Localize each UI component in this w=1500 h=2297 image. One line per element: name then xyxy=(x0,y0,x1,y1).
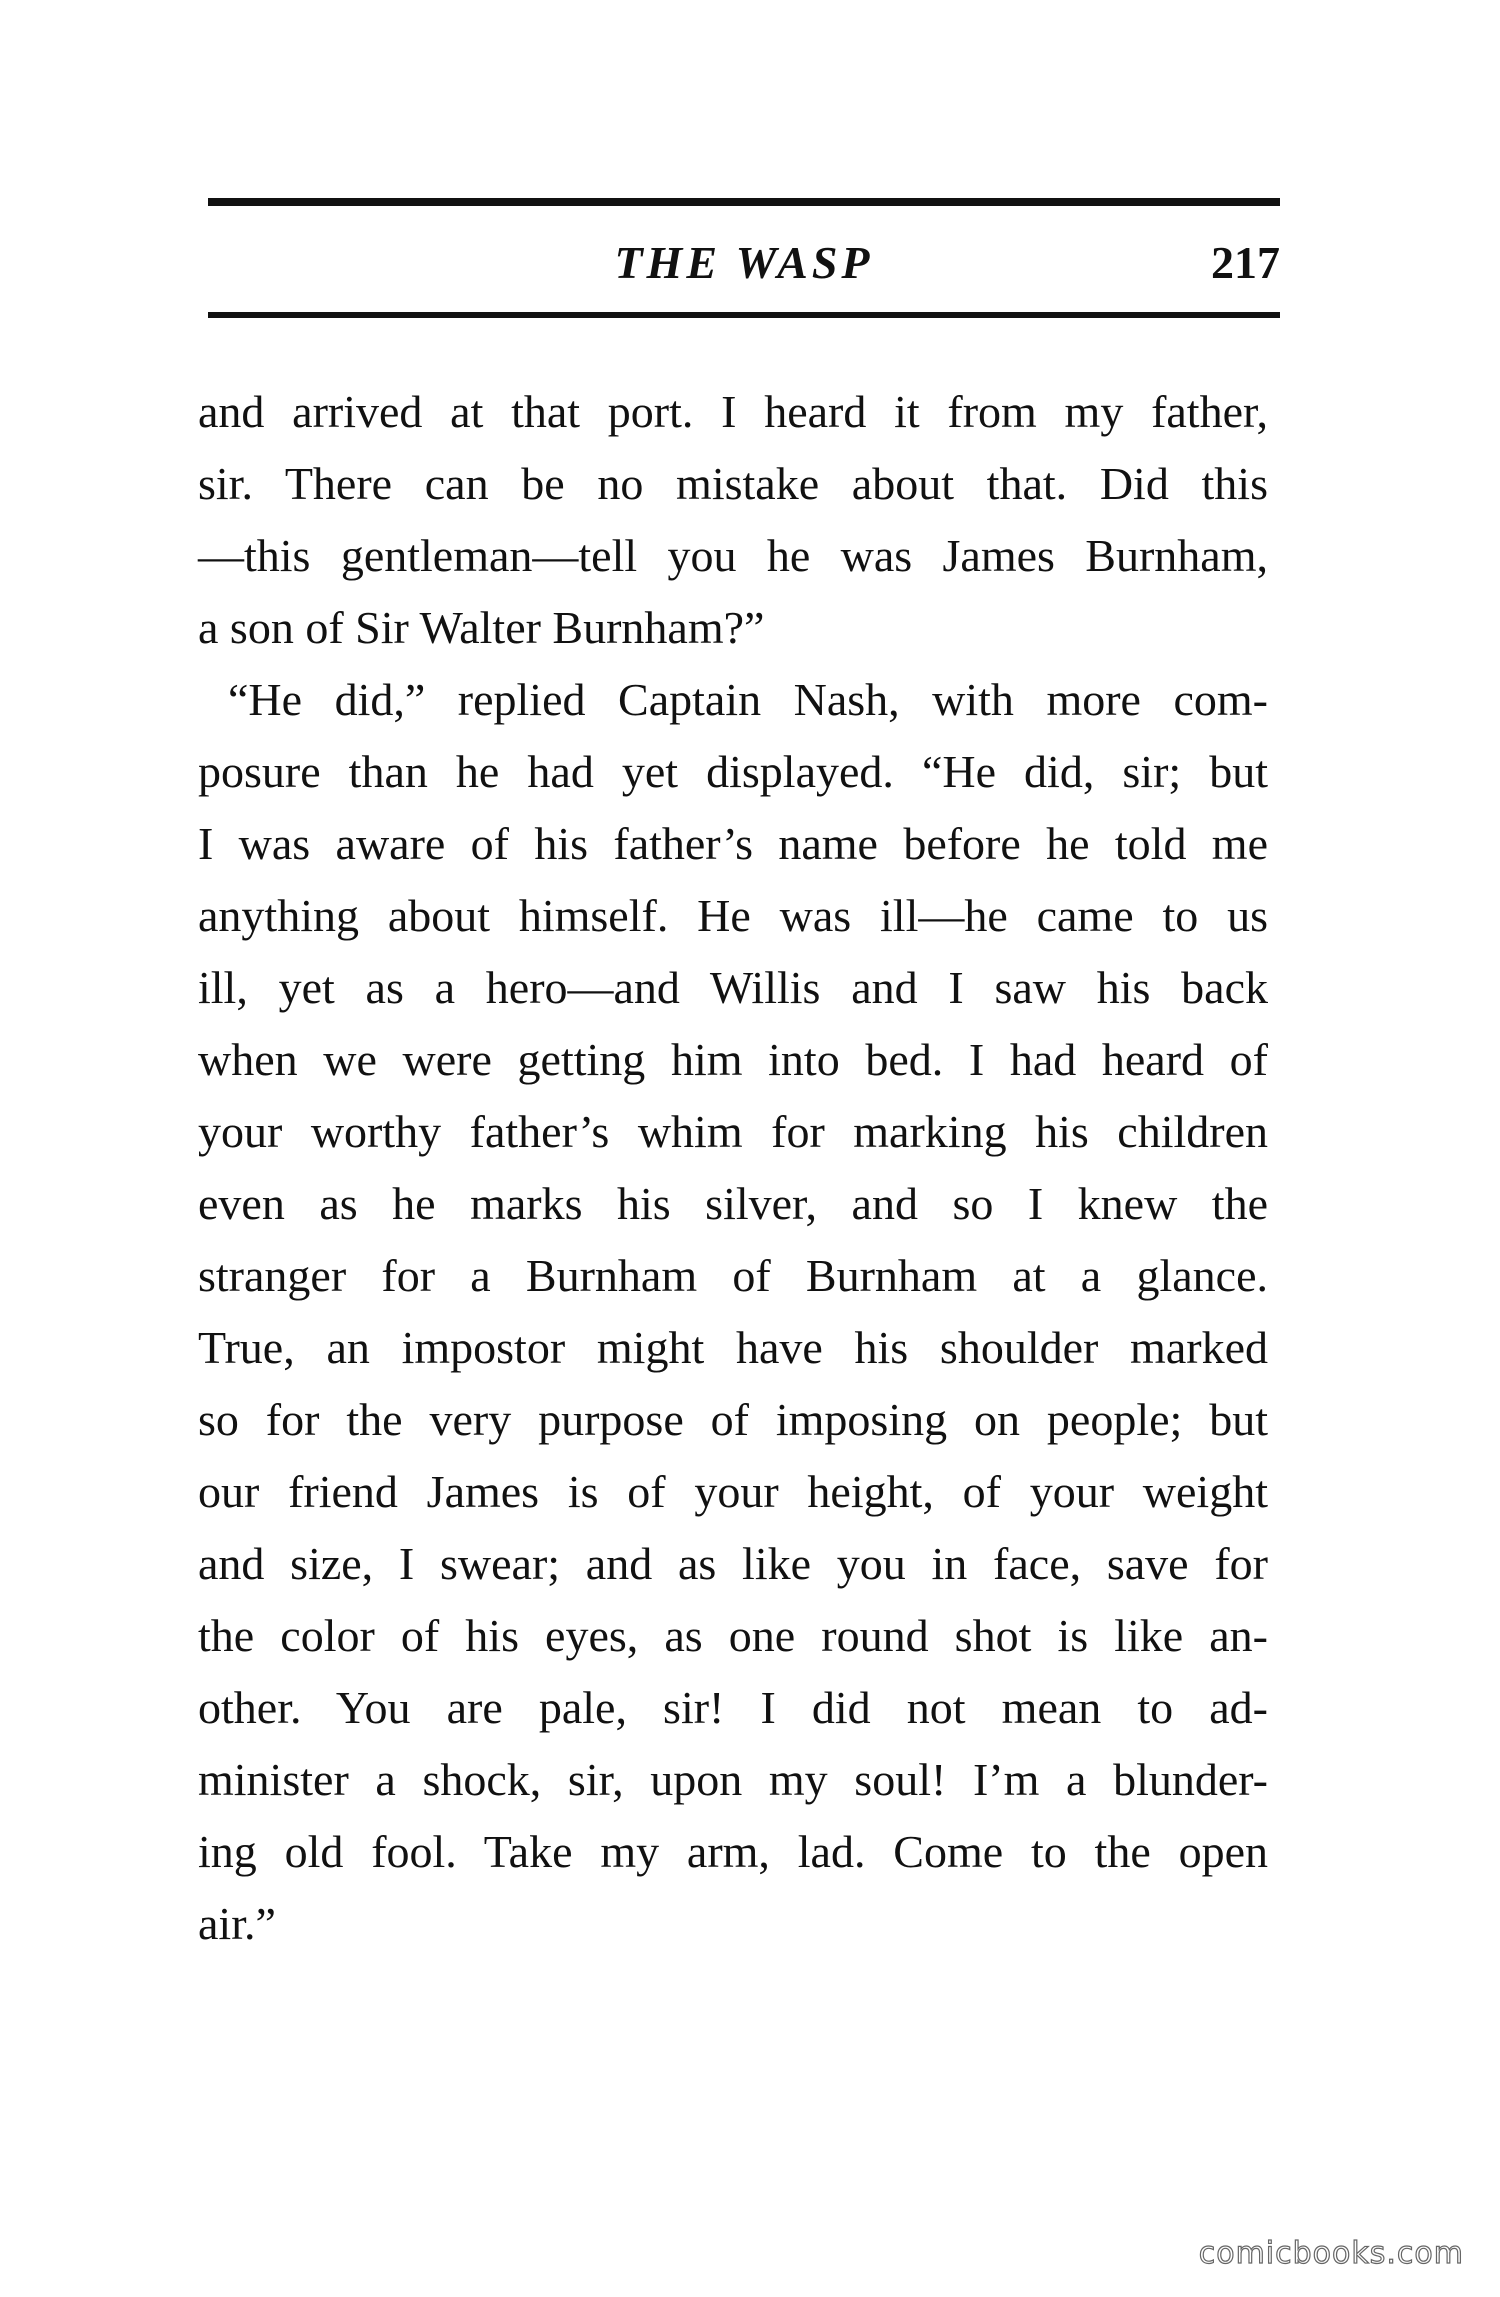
text-line: ill, yet as a hero—and Willis and I saw his back xyxy=(198,962,1268,1013)
page-number: 217 xyxy=(1211,237,1280,288)
header-rule-top xyxy=(208,198,1280,206)
text-line: your worthy father’s whim for marking his children xyxy=(198,1106,1268,1157)
running-head xyxy=(208,228,1280,298)
watermark-text: comicbooks.com xyxy=(1198,2236,1464,2271)
text-line: air.” xyxy=(198,1898,276,1949)
text-line: a son of Sir Walter Burnham?” xyxy=(198,602,765,653)
body-text xyxy=(198,376,1268,1960)
text-line: —this gentleman—tell you he was James Burnham, xyxy=(198,530,1268,581)
text-line: the color of his eyes, as one round shot is like an- xyxy=(198,1610,1268,1661)
text-line: “He did,” replied Captain Nash, with more com- xyxy=(228,674,1268,725)
text-line: when we were getting him into bed. I had heard of xyxy=(198,1034,1268,1085)
text-line: minister a shock, sir, upon my soul! I’m a blunder- xyxy=(198,1754,1268,1805)
text-line: sir. There can be no mistake about that. Did this xyxy=(198,458,1268,509)
header-rule-bottom xyxy=(208,312,1280,318)
text-line: posure than he had yet displayed. “He did, sir; but xyxy=(198,746,1268,797)
text-line: anything about himself. He was ill—he came to us xyxy=(198,890,1268,941)
text-line: I was aware of his father’s name before he told me xyxy=(198,818,1268,869)
text-line: stranger for a Burnham of Burnham at a glance. xyxy=(198,1250,1268,1301)
text-line: other. You are pale, sir! I did not mean to ad- xyxy=(198,1682,1268,1733)
text-line: our friend James is of your height, of your weight xyxy=(198,1466,1268,1517)
text-line: and arrived at that port. I heard it from my father, xyxy=(198,386,1268,437)
text-line: even as he marks his silver, and so I knew the xyxy=(198,1178,1268,1229)
text-line: True, an impostor might have his shoulder marked xyxy=(198,1322,1268,1373)
running-title: THE WASP xyxy=(614,237,874,288)
text-line: so for the very purpose of imposing on people; but xyxy=(198,1394,1268,1445)
text-line: and size, I swear; and as like you in face, save for xyxy=(198,1538,1268,1589)
text-line: ing old fool. Take my arm, lad. Come to the open xyxy=(198,1826,1268,1877)
